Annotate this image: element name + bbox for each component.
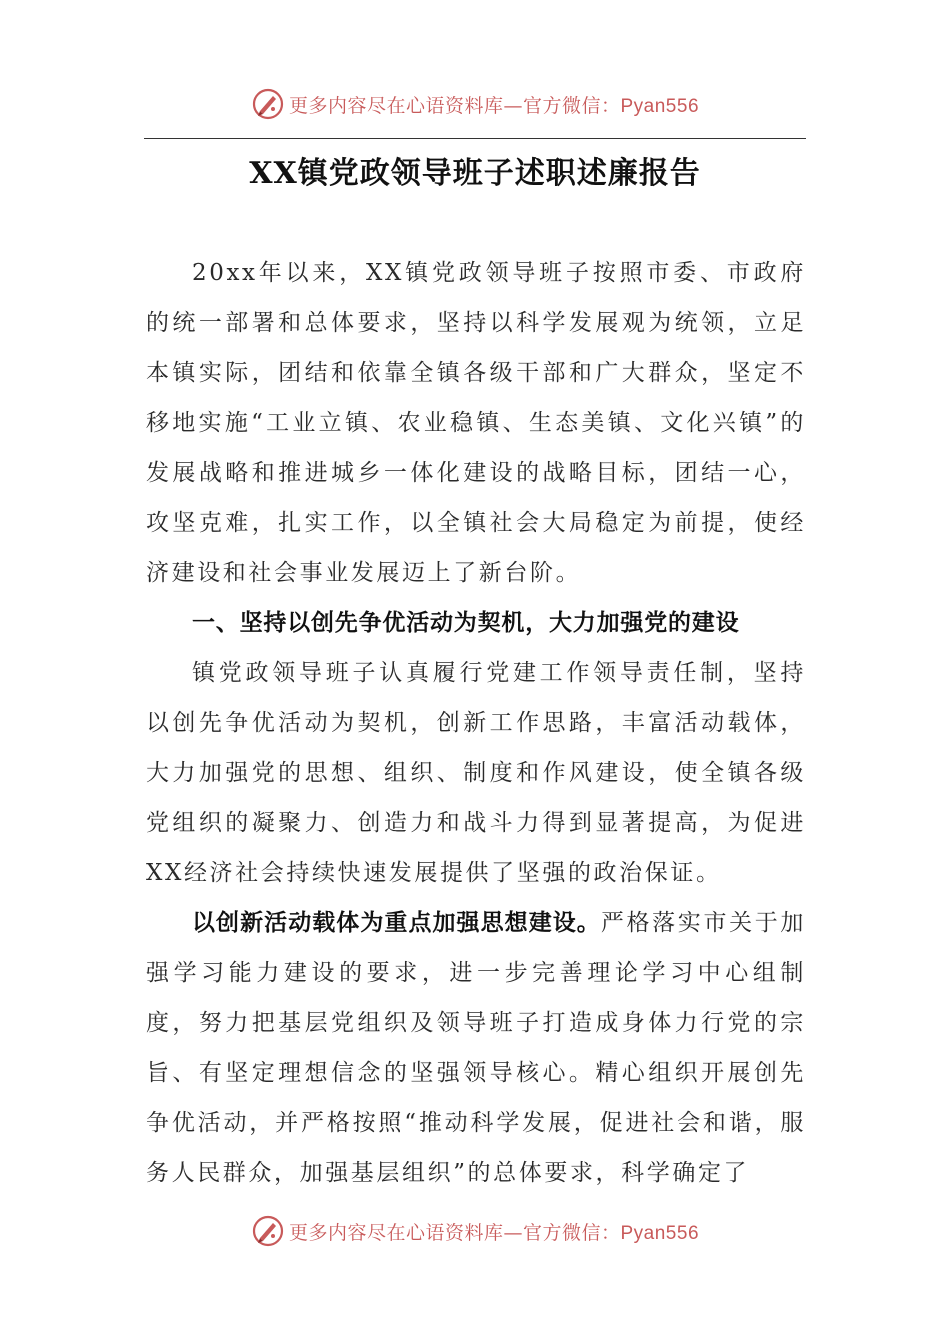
header-rule <box>144 138 806 139</box>
intro-paragraph: 20xx年以来，XX镇党政领导班子按照市委、市政府的统一部署和总体要求，坚持以科学发展观为统领，立足本镇实际，团结和依靠全镇各级干部和广大群众，坚定不移地实施“工业立镇、农业稳镇、生态美镇、文化兴镇”的发展战略和推进城乡一体化建设的战略目标，团结一心，攻坚克难，扎实工作，以全镇社会大局稳定为前提，使经济建设和社会事业发展迈上了新台阶。 <box>146 260 806 586</box>
pen-seal-logo-icon <box>251 1214 285 1248</box>
section1-heading: 一、坚持以创先争优活动为契机，大力加强党的建设 <box>192 609 740 636</box>
footer-watermark-text: 更多内容尽在心语资料库—官方微信：Pyan556 <box>288 1221 700 1244</box>
header-watermark <box>0 84 950 124</box>
pen-seal-logo-icon <box>251 87 285 121</box>
footer-watermark <box>0 1211 950 1251</box>
document-title: XX镇党政领导班子述职述廉报告 <box>249 156 701 191</box>
footer-wechat-id: Pyan556 <box>620 1222 700 1244</box>
header-watermark-text: 更多内容尽在心语资料库—官方微信：Pyan556 <box>288 94 700 117</box>
section1-paragraph: 镇党政领导班子认真履行党建工作领导责任制，坚持以创先争优活动为契机，创新工作思路，丰富活动载体，大力加强党的思想、组织、制度和作风建设，使全镇各级党组织的凝聚力、创造力和战斗力得到显著提高，为促进XX经济社会持续快速发展提供了坚强的政治保证。 <box>146 660 806 886</box>
header-wechat-id: Pyan556 <box>620 95 700 117</box>
section1-sub-text: 严格落实市关于加强学习能力建设的要求，进一步完善理论学习中心组制度，努力把基层党组织及领导班子打造成身体力行党的宗旨、有坚定理想信念的坚强领导核心。精心组织开展创先争优活动，并严格按照“推动科学发展，促进社会和谐，服务人民群众，加强基层组织”的总体要求，科学确定了 <box>146 910 806 1186</box>
section1-sub-paragraph <box>146 898 806 1198</box>
document-body <box>146 248 806 1198</box>
section1-sub-lead: 以创新活动载体为重点加强思想建设。 <box>192 909 601 936</box>
